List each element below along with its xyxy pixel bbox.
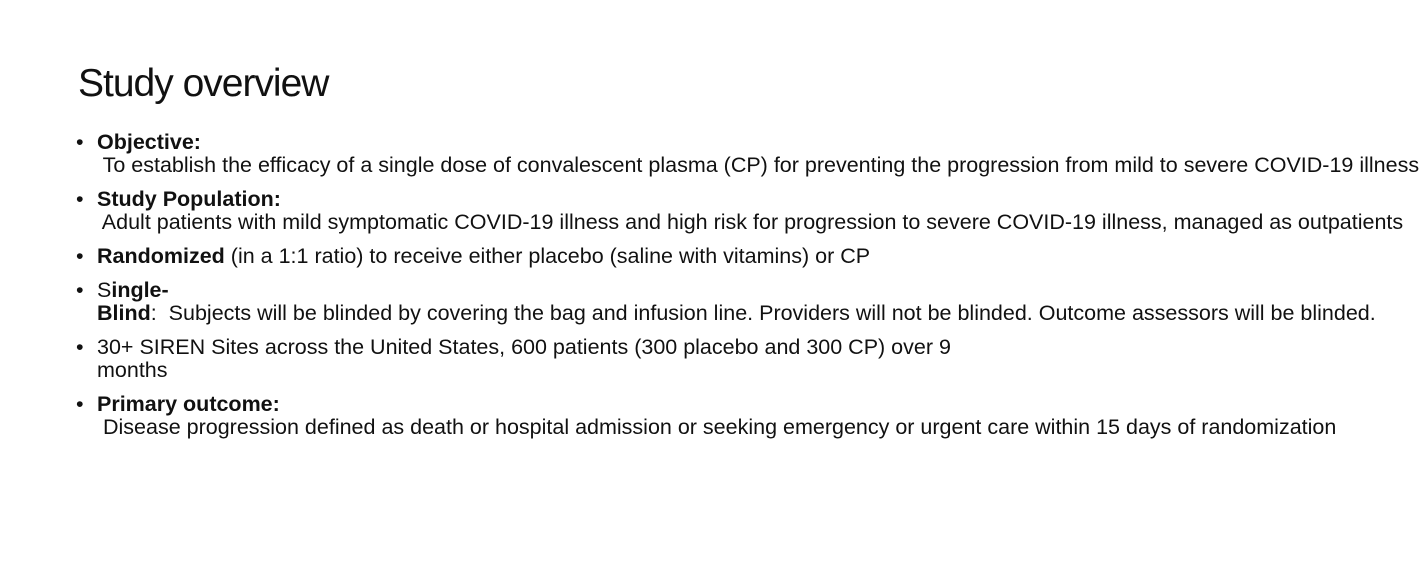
- bullet-dot-icon: •: [76, 392, 84, 416]
- bullet-dot-icon: •: [76, 187, 84, 211]
- bullet-item-primary-outcome: [76, 392, 1337, 439]
- bullet-heading: Primary outcome:: [97, 392, 280, 416]
- bullet-text: To establish the efficacy of a single dose of convalescent plasma (CP) for preventing the progression from mild to severe COVID-19 illness: [97, 153, 1419, 177]
- bullet-list: [76, 130, 1419, 450]
- bullet-heading: ingle-Blind: [97, 278, 169, 325]
- bullet-dot-icon: •: [76, 278, 84, 302]
- bullet-text: (in a 1:1 ratio) to receive either placebo (saline with vitamins) or CP: [224, 244, 871, 268]
- bullet-text: 30+ SIREN Sites across the United States, 600 patients (300 placebo and 300 CP) over 9 months: [97, 335, 951, 382]
- bullet-item-randomized: [76, 245, 960, 268]
- bullet-heading: Study Population:: [97, 187, 281, 211]
- bullet-item-sites: [76, 336, 960, 382]
- bullet-dot-icon: •: [76, 130, 84, 154]
- bullet-text: Disease progression defined as death or hospital admission or seeking emergency or urgent care within 15 days of randomization: [97, 415, 1337, 439]
- slide-title: Study overview: [78, 62, 329, 105]
- bullet-item-single-blind: [76, 278, 1376, 325]
- bullet-prefix: S: [97, 278, 112, 302]
- bullet-heading: Randomized: [97, 244, 225, 268]
- bullet-text: : Subjects will be blinded by covering the bag and infusion line. Providers will not be blinded. Outcome assessors will be blinded.: [150, 301, 1376, 325]
- bullet-item-objective: [76, 130, 1419, 177]
- bullet-dot-icon: •: [76, 335, 84, 359]
- bullet-text: Adult patients with mild symptomatic COVID-19 illness and high risk for progression to severe COVID-19 illness, managed as outpatients: [97, 210, 1404, 234]
- bullet-dot-icon: •: [76, 244, 84, 268]
- bullet-item-study-population: [76, 187, 1404, 234]
- bullet-heading: Objective:: [97, 130, 201, 154]
